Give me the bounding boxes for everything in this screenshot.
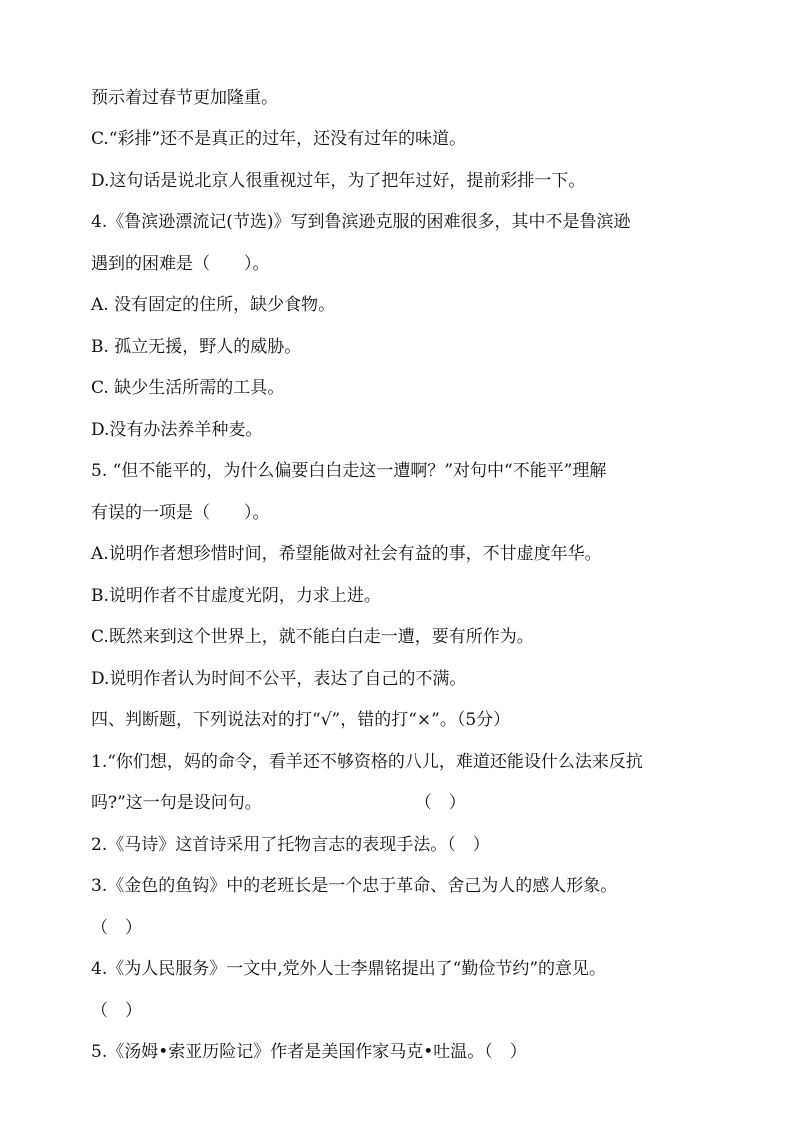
option-a-line: A. 没有固定的住所，缺少食物。	[91, 295, 336, 315]
option-d-line: D.没有办法养羊种麦。	[91, 420, 263, 440]
judgment-1-line: 1.“你们想，妈的命令，看羊还不够资格的八儿，难道还能设什么法来反抗	[91, 752, 643, 772]
judgment-3-line: 3.《金色的鱼钩》中的老班长是一个忠于革命、舍己为人的感人形象。	[91, 876, 618, 896]
judgment-3-blank: （ ）	[91, 918, 142, 938]
option-d-line: D.说明作者认为时间不公平，表达了自己的不满。	[91, 669, 467, 689]
option-c-line: C.“彩排”还不是真正的过年，还没有过年的味道。	[91, 129, 467, 149]
option-b-line: B.说明作者不甘虚度光阴，力求上进。	[91, 586, 381, 606]
option-c-line: C.既然来到这个世界上，就不能白白走一遭，要有所作为。	[91, 627, 534, 647]
question-5-continuation: 有误的一项是（ ）。	[91, 503, 270, 523]
text-line: 预示着过春节更加隆重。	[91, 88, 278, 108]
option-b-line: B. 孤立无援，野人的威胁。	[91, 337, 302, 357]
judgment-4-blank: （ ）	[91, 1001, 142, 1021]
option-c-line: C. 缺少生活所需的工具。	[91, 378, 285, 398]
question-4-line: 4.《鲁滨逊漂流记(节选)》写到鲁滨逊克服的困难很多，其中不是鲁滨逊	[91, 212, 631, 232]
judgment-5-line: 5.《汤姆•索亚历险记》作者是美国作家马克•吐温。（ ）	[91, 1042, 527, 1062]
question-5-line: 5. “但不能平的，为什么偏要白白走这一遭啊？”对句中“不能平”理解	[91, 461, 607, 481]
section-heading: 四、判断题，下列说法对的打“√”，错的打“×”。（5分）	[91, 710, 511, 730]
option-a-line: A.说明作者想珍惜时间，希望能做对社会有益的事，不甘虚度年华。	[91, 544, 602, 564]
judgment-4-line: 4.《为人民服务》一文中,党外人士李鼎铭提出了“勤俭节约”的意见。	[91, 959, 607, 979]
option-d-line: D.这句话是说北京人很重视过年，为了把年过好，提前彩排一下。	[91, 171, 586, 191]
question-4-continuation: 遇到的困难是（ ）。	[91, 254, 270, 274]
judgment-2-line: 2.《马诗》这首诗采用了托物言志的表现手法。（ ）	[91, 835, 490, 855]
judgment-1-continuation: 吗?”这一句是设问句。 （ ）	[91, 793, 466, 813]
